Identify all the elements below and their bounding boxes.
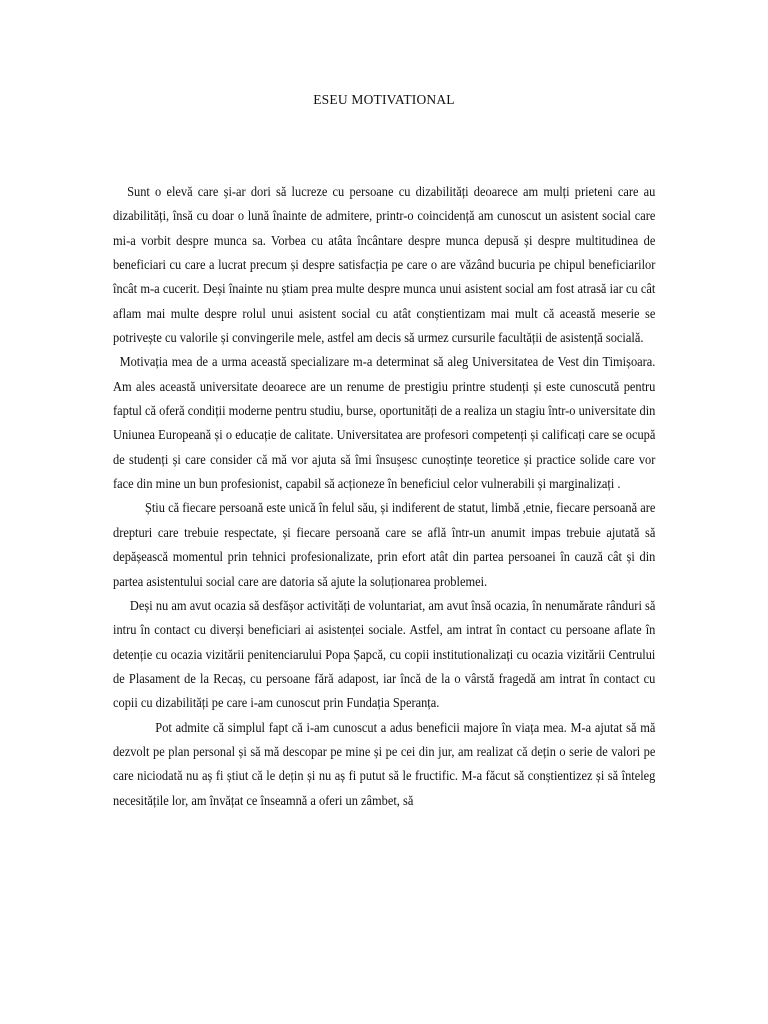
paragraph-1: Sunt o elevă care și-ar dori să lucreze cu persoane cu dizabilități deoarece am mulți prieteni care au dizabilități, însă cu doar o lună înainte de admitere, printr-o coincidență am cunoscut un asistent social care mi-a vorbit despre munca sa. Vorbea cu atâta încântare despre munca depusă și despre multitudinea de beneficiari cu care a lucrat precum și despre satisfacția pe care o are văzând bucuria pe chipul beneficiarilor încât m-a cucerit. Deși înainte nu știam prea multe despre munca unui asistent social am fost atrasă iar cu cât aflam mai multe despre rolul unui asistent social cu atât conștientizam mai mult că această meserie se potrivește cu valorile și convingerile mele, astfel am decis să urmez cursurile facultății de asistență socială. [113,184,656,346]
paragraph-4: Deși nu am avut ocazia să desfășor activități de voluntariat, am avut însă ocazia, în nenumărate rânduri să intru în contact cu diverși beneficiari ai asistenței sociale. Astfel, am intrat în contact cu persoane aflate în detenție cu ocazia vizitării penitenciarului Popa Șapcă, cu copii institutionalizați cu ocazia vizitării Centrului de Plasament de la Recaș, cu persoane fără adapost, iar încă de la o vârstă fragedă am intrat în contact cu copii cu dizabilități pe care i-am cunoscut prin Fundația Speranța. [113,597,656,711]
paragraph-5: Pot admite că simplul fapt că i-am cunoscut a adus beneficii majore în viața mea. M-a ajutat să mă dezvolt pe plan personal și să mă descopar pe mine și pe cei din jur, am realizat că dețin o serie de valori pe care niciodată nu aș fi știut că le dețin și nu aș fi putut să le fructific. M-a făcut să conștientizez și să înteleg necesitățile lor, am învățat ce înseamnă a oferi un zâmbet, să [113,719,656,808]
paragraph-3: Știu că fiecare persoană este unică în felul său, și indiferent de statut, limbă ,etnie, fiecare persoană are drepturi care trebuie respectate, și fiecare persoană care se află într-un anumit impas trebuie ajutată să depășească momentul prin tehnici profesionalizate, prin efort atât din partea persoanei în cauză cât și din partea asistentului social care are datoria să ajute la soluționarea problemei. [113,500,656,589]
paragraph-2: Motivația mea de a urma această specializare m-a determinat să aleg Universitatea de Vest din Timișoara. Am ales această universitate deoarece are un renume de prestigiu printre studenți și este cunoscută pentru faptul că oferă condiții moderne pentru studiu, burse, oportunități de a realiza un stagiu într-o universitate din Uniunea Europeană și o educație de calitate. Universitatea are profesori competenți și calificați care se ocupă de studenți și care consider că mă vor ajuta să îmi însușesc cunoștințe teoretice și practice solide care vor face din mine un bun profesionist, capabil să acționeze în beneficiul celor vulnerabili și marginalizați . [113,354,656,492]
document-title: ESEU MOTIVATIONAL [313,92,455,107]
document-body [113,180,655,813]
